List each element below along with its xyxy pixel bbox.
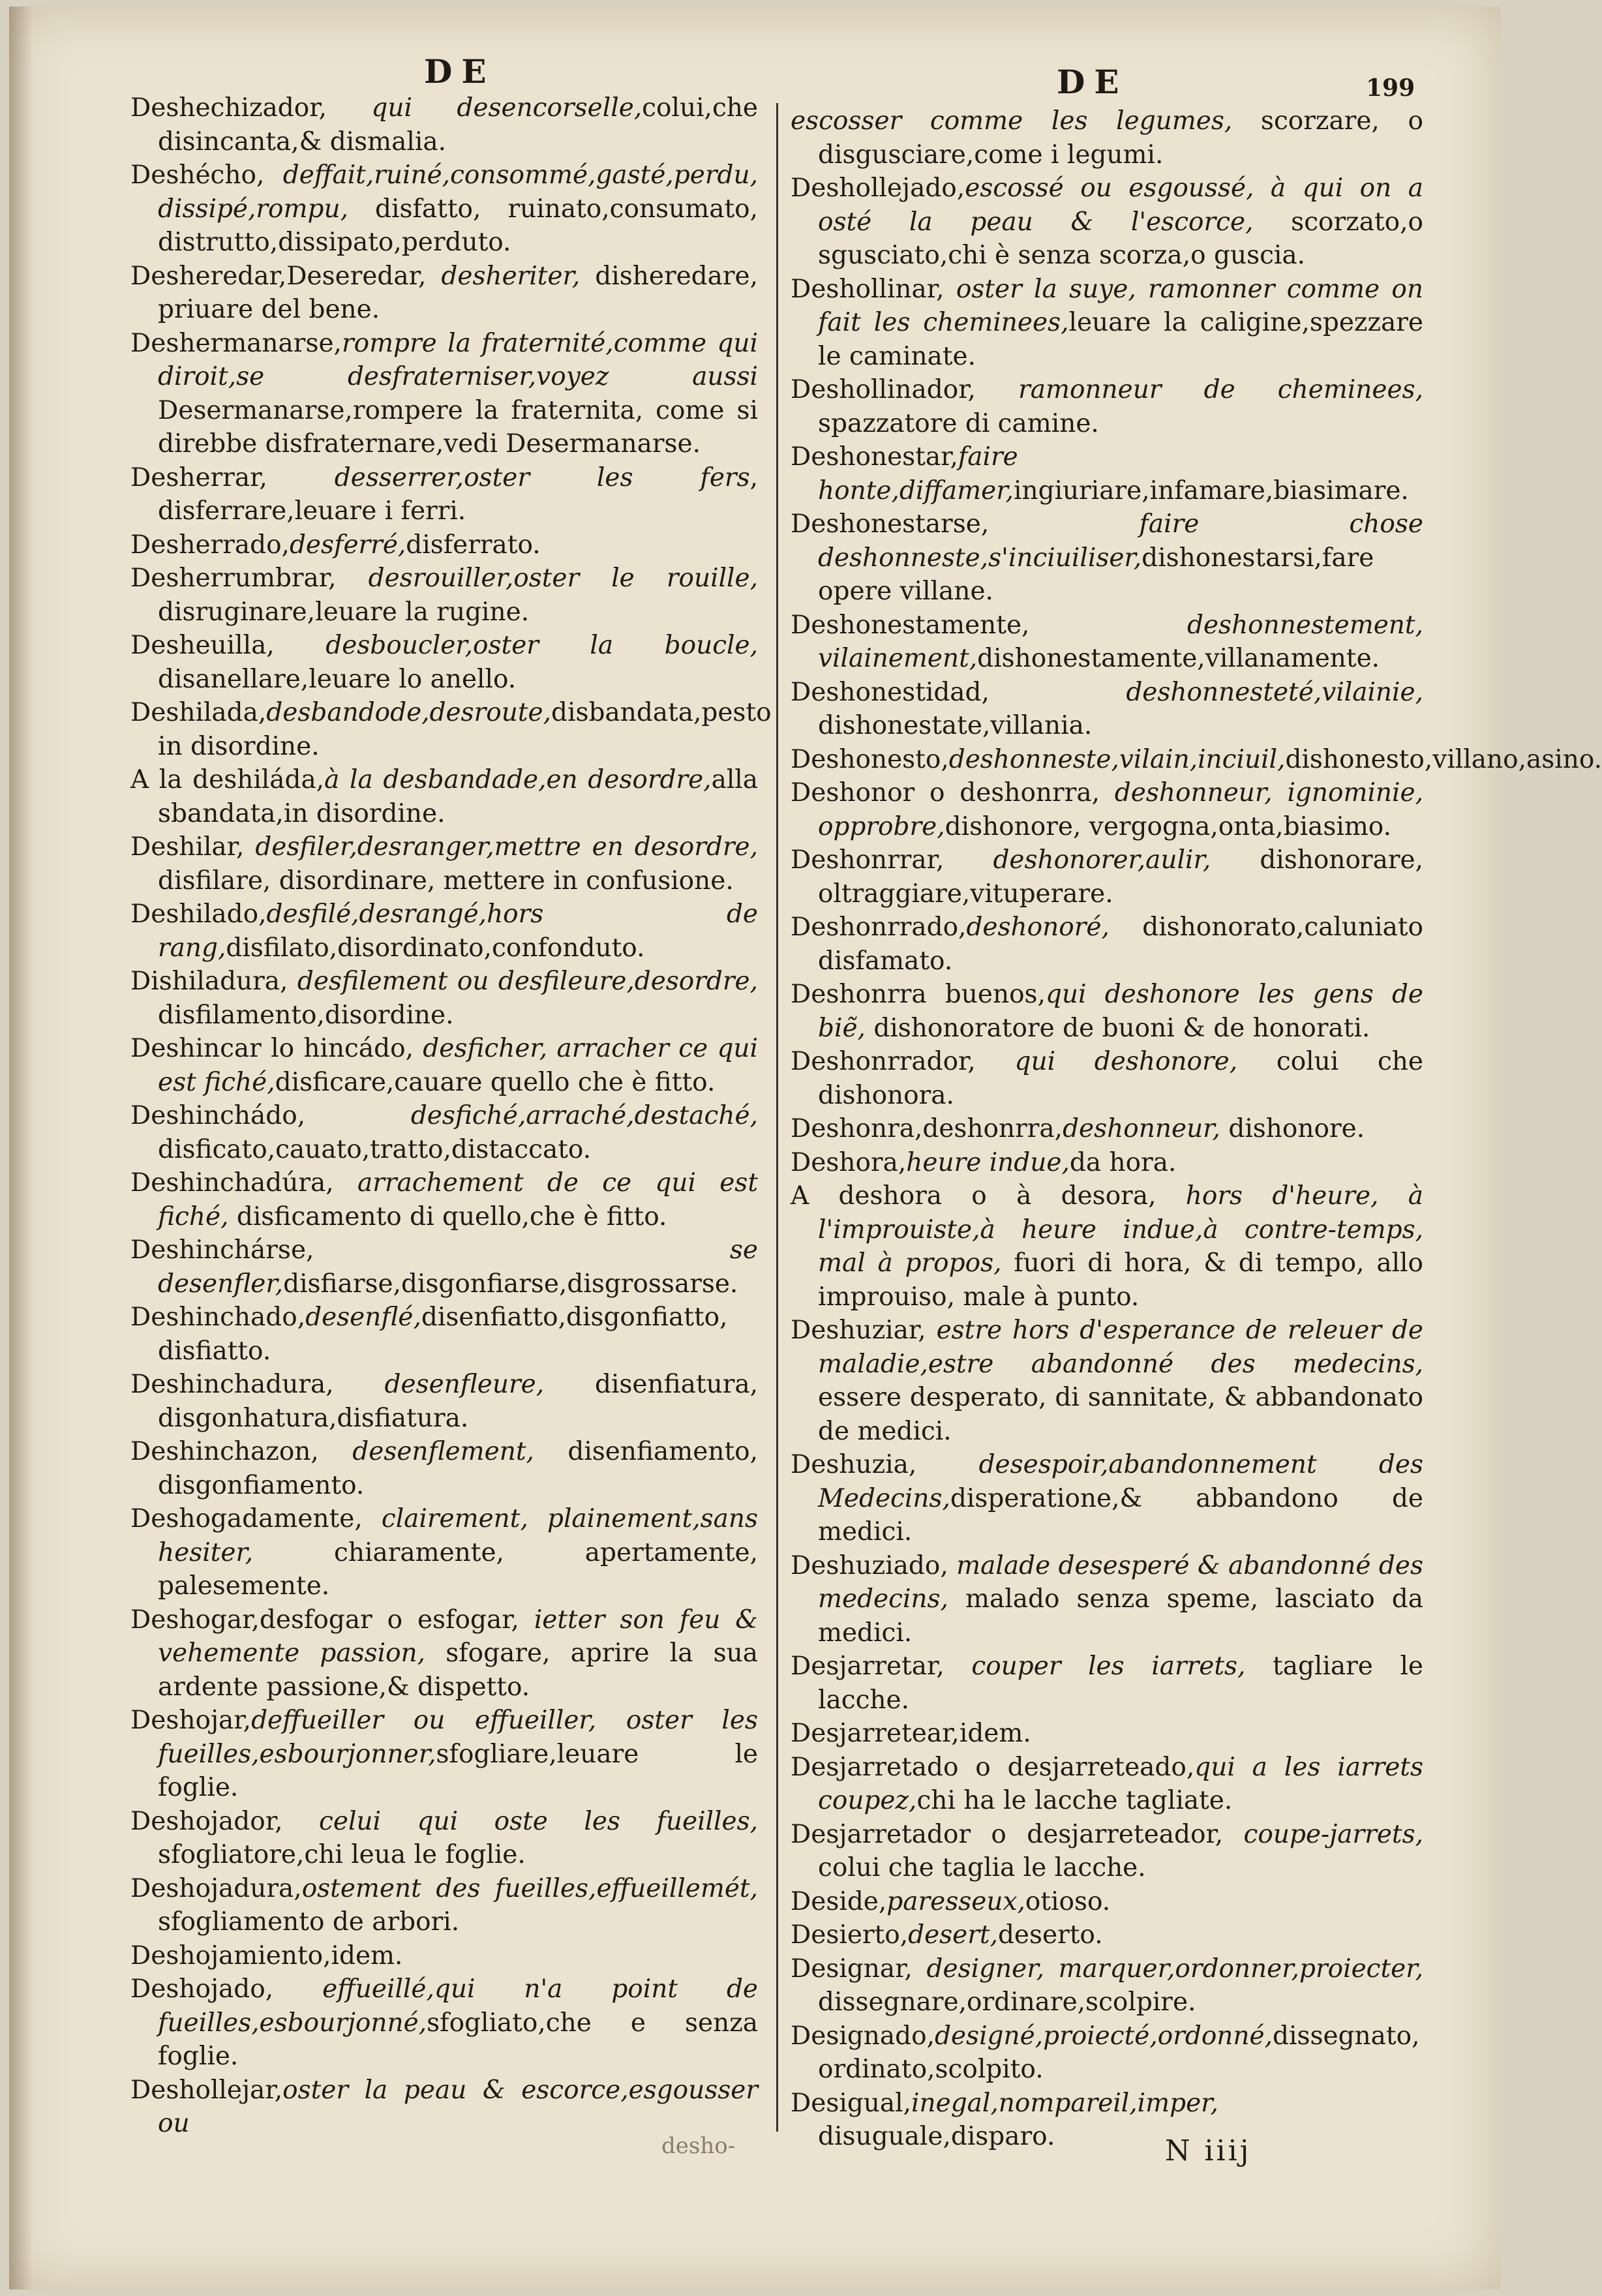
entry-headword: Deshonestar, — [791, 442, 958, 472]
entry-italian: disferrato. — [406, 530, 541, 560]
entry-french: designé,proiecté,ordonné, — [935, 2021, 1273, 2051]
dictionary-entry — [130, 1502, 758, 1603]
dictionary-entry — [130, 1704, 758, 1805]
dictionary-entry — [791, 776, 1423, 843]
entry-headword: Deshechizador, — [130, 93, 327, 123]
entry-french: desficher, arracher ce qui est fiché, — [158, 1034, 758, 1097]
entry-french: deffait,ruiné,consommé,gasté,perdu, dissipé,rompu, — [158, 160, 758, 224]
entry-italian: disanellare,leuare lo anello. — [158, 664, 517, 694]
entry-french: qui desencorselle, — [327, 93, 642, 123]
entry-italian: dishonestate,villania. — [818, 711, 1093, 740]
entry-headword: Deshilada, — [130, 698, 267, 727]
dictionary-entry — [791, 911, 1423, 978]
entry-french: desenflé, — [305, 1303, 421, 1332]
entry-italian: sfogliare,leuare le foglie. — [158, 1739, 758, 1802]
entry-french: desfiler,desranger,mettre en desordre, — [244, 832, 758, 862]
entry-french: clairement, plainement,sans hesiter, — [158, 1504, 758, 1567]
entry-italian: leuare la caligine,spezzare le caminate. — [818, 308, 1423, 371]
entry-italian: disenfiatto,disgonfiatto, disfiatto. — [158, 1303, 728, 1366]
entry-french: effueillé,qui n'a point de fueilles,esbourjonné, — [158, 1974, 758, 2038]
entry-headword: A la deshiláda, — [130, 765, 325, 794]
entry-headword: Deshinchadúra, — [130, 1168, 334, 1198]
right-column — [791, 104, 1602, 2154]
entry-headword: Deshollejar, — [130, 2075, 283, 2105]
entry-italian: alla sbandata,in disordine. — [158, 765, 759, 828]
entry-french: desboucler,oster la boucle, — [274, 631, 758, 660]
dictionary-entry — [130, 1166, 758, 1233]
dictionary-entry — [791, 172, 1423, 273]
entry-italian: disficato,cauato,tratto,distaccato. — [158, 1134, 592, 1164]
entry-french: coupe-jarrets, — [1223, 1819, 1423, 1849]
entry-italian: chi ha le lacche tagliate. — [916, 1786, 1233, 1815]
dictionary-entry — [791, 507, 1423, 609]
dictionary-entry — [791, 2087, 1423, 2154]
entry-french: faire chose deshonneste,s'inciuiliser, — [818, 509, 1423, 573]
dictionary-entry — [130, 1301, 758, 1368]
dictionary-entry — [130, 1805, 758, 1872]
dictionary-entry — [130, 159, 758, 260]
dictionary-entry — [791, 1045, 1423, 1112]
entry-headword: Desherrar, — [130, 462, 267, 492]
entry-headword: Deshinchado, — [130, 1303, 306, 1332]
page-number: 199 — [1366, 74, 1415, 102]
entry-french: paresseux, — [886, 1886, 1025, 1916]
entry-italian: disenfiamento, disgonfiamento. — [158, 1437, 758, 1500]
dictionary-entry — [791, 1112, 1423, 1146]
entry-headword: Desigual, — [791, 2088, 912, 2118]
dictionary-entry — [130, 1368, 758, 1435]
entry-french: deshonnestement, vilainement, — [818, 610, 1423, 673]
dictionary-entry — [791, 978, 1423, 1045]
entry-french: qui a les iarrets coupez, — [818, 1752, 1423, 1815]
dictionary-entry — [791, 1952, 1423, 2019]
entry-headword: Desjarretear, — [791, 1719, 960, 1748]
dictionary-entry — [791, 843, 1423, 911]
entry-headword: Deshuziar, — [791, 1316, 926, 1345]
entry-headword: Deshonestidad, — [791, 677, 990, 707]
dictionary-entry — [130, 965, 758, 1032]
entry-french: à la desbandade,en desordre, — [324, 765, 712, 794]
entry-french: desfilement ou desfileure,desordre, — [288, 967, 758, 996]
dictionary-entry — [130, 1872, 758, 1939]
entry-headword: Deshilar, — [130, 832, 245, 862]
entry-headword: Deshonestamente, — [791, 610, 1030, 640]
dictionary-entry — [791, 1549, 1423, 1650]
entry-headword: Deside, — [791, 1886, 887, 1916]
entry-headword: Deshollinar, — [791, 274, 945, 304]
entry-italian: dishonestarsi,fare opere villane. — [818, 543, 1374, 606]
entry-french: desheriter, — [426, 261, 581, 291]
entry-headword: Deshollejado, — [791, 174, 965, 203]
entry-italian: dishonesto,villano,asino. — [1285, 744, 1602, 774]
entry-italian: sfogliatore,chi leua le foglie. — [158, 1840, 526, 1869]
entry-italian: spazzatore di camine. — [818, 408, 1099, 438]
entry-italian: dishonore, vergogna,onta,biasimo. — [945, 811, 1391, 841]
entry-italian: essere desperato, di sannitate, & abbandonato de medici. — [818, 1383, 1423, 1446]
entry-italian: disbandata,pesto in disordine. — [158, 698, 772, 761]
running-head-left: DE — [424, 52, 496, 91]
entry-headword: Deshonrrador, — [791, 1047, 976, 1076]
entry-headword: Desjarretar, — [791, 1652, 945, 1681]
entry-italian: tagliare le lacche. — [818, 1652, 1423, 1715]
entry-french: arrachement de ce qui est fiché, — [158, 1168, 758, 1231]
dictionary-entry — [130, 461, 758, 528]
entry-french: desbandode,desroute, — [266, 698, 552, 727]
entry-headword: Deshinchadura, — [130, 1370, 334, 1399]
entry-french: celui qui oste les fueilles, — [282, 1806, 758, 1836]
entry-french: escossé ou esgoussé, à qui on a osté la peau & l'escorce, — [818, 174, 1423, 237]
entry-italian: disficare,cauare quello che è fitto. — [275, 1067, 716, 1097]
entry-headword: Deshonrrar, — [791, 845, 945, 875]
entry-headword: Deshojador, — [130, 1806, 283, 1836]
entry-italian: sfogliamento de arbori. — [158, 1907, 460, 1937]
entry-headword: Deshuziado, — [791, 1550, 948, 1580]
entry-headword: Deshinchádo, — [130, 1101, 306, 1130]
dictionary-entry — [791, 609, 1423, 676]
entry-headword: Deshinchazon, — [130, 1437, 319, 1466]
entry-french: deffueiller ou effueiller, oster les fueilles,esbourjonner, — [158, 1706, 758, 1769]
dictionary-entry — [791, 1885, 1423, 1919]
entry-french: desenfleure, — [333, 1370, 545, 1399]
entry-italian: scorzare, o disgusciare,come i legumi. — [818, 106, 1423, 170]
entry-italian: colui,che disincanta,& dismalia. — [158, 93, 758, 157]
entry-headword: Deshonor o deshonrra, — [791, 778, 1100, 808]
entry-french: qui deshonore les gens de biẽ, — [818, 980, 1423, 1043]
entry-headword: Desherrumbrar, — [130, 564, 337, 593]
entry-italian: dishonore. — [1220, 1114, 1365, 1143]
entry-headword: Deshogadamente, — [130, 1504, 363, 1533]
entry-italian: malado senza speme, lasciato da medici. — [818, 1584, 1423, 1648]
entry-french: ramonneur de cheminees, — [975, 375, 1423, 404]
entry-french: hors d'heure, à l'improuiste,à heure indue,à contre-temps, mal à propos, — [818, 1181, 1423, 1278]
entry-french: heure indue, — [906, 1147, 1070, 1177]
entry-french: rompre la fraternité,comme qui diroit,se desfraterniser,voyez aussi — [158, 328, 758, 391]
dictionary-entry — [791, 1818, 1423, 1885]
catchword: desho- — [661, 2133, 736, 2159]
dictionary-entry — [130, 696, 772, 763]
entry-headword: Deshinchárse, — [130, 1235, 314, 1265]
entry-french: ietter son feu & vehemente passion, — [158, 1605, 759, 1668]
dictionary-entry — [130, 327, 758, 461]
entry-headword: Deshonra,deshonrra, — [791, 1114, 1063, 1143]
entry-french: estre hors d'esperance de releuer de maladie,estre abandonné des medecins, — [818, 1316, 1423, 1379]
dictionary-entry — [130, 629, 758, 696]
dictionary-entry — [791, 1448, 1423, 1549]
dictionary-entry — [791, 1179, 1423, 1314]
dictionary-entry — [791, 440, 1423, 507]
entry-french: oster la peau & escorce,esgousser ou — [158, 2075, 758, 2138]
entry-french: deshonneur, ignominie, opprobre, — [818, 778, 1424, 841]
entry-french: deshonneur, — [1063, 1114, 1220, 1143]
entry-headword: Deshojadura, — [130, 1873, 302, 1903]
entry-italian: disruginare,leuare la rugine. — [158, 597, 530, 627]
dictionary-entry — [791, 2019, 1423, 2087]
gutter-shadow — [9, 7, 33, 2289]
entry-headword: Deshilado, — [130, 899, 267, 929]
entry-french: desfiché,arraché,destaché, — [305, 1101, 758, 1130]
entry-italian: disfilamento,disordine. — [158, 1000, 454, 1030]
entry-french: desfilé,desrangé,hors de rang, — [158, 899, 758, 963]
entry-italian: disperatione,& abbandono de medici. — [818, 1483, 1423, 1547]
entry-italian: disenfiatura, disgonhatura,disfiatura. — [158, 1370, 758, 1433]
entry-french: desserrer,oster les fers — [267, 462, 750, 492]
dictionary-entry — [130, 1099, 758, 1166]
dictionary-entry — [791, 1918, 1423, 1952]
entry-italian: disfilato,disordinato,confonduto. — [226, 933, 645, 963]
entry-french: designer, marquer,ordonner,proiecter, — [912, 1954, 1423, 1984]
entry-french: inegal,nompareil,imper, — [911, 2088, 1218, 2118]
entry-french: deshonorer,aulir, — [944, 845, 1211, 875]
dictionary-entry — [791, 1146, 1423, 1180]
entry-headword: Deshojar, — [130, 1706, 252, 1735]
dictionary-entry — [791, 1717, 1423, 1751]
entry-headword: Designado, — [791, 2021, 935, 2051]
entry-french: oster la suye, ramonner comme on fait les cheminees, — [818, 274, 1423, 337]
entry-italian: dishonorare, oltraggiare,vituperare. — [818, 845, 1424, 909]
entry-italian: da hora. — [1069, 1147, 1177, 1177]
entry-headword: Desierto, — [791, 1920, 909, 1950]
entry-italian: scorzato,o sgusciato,chi è senza scorza,o guscia. — [818, 207, 1423, 270]
entry-headword: Deshollinador, — [791, 375, 976, 404]
entry-italian: disfiarse,disgonfiarse,disgrossarse. — [283, 1269, 738, 1299]
dictionary-entry — [791, 676, 1423, 743]
dictionary-entry — [791, 1751, 1423, 1818]
entry-french: desferré, — [289, 530, 406, 560]
entry-italian: colui che dishonora. — [818, 1047, 1423, 1110]
entry-italian: dishonoratore de buoni & de honorati. — [865, 1013, 1370, 1043]
dictionary-entry — [130, 2074, 758, 2141]
entry-italian: dishonestamente,villanamente. — [977, 644, 1380, 673]
entry-french: qui deshonore, — [975, 1047, 1238, 1076]
entry-italian: disficamento di quello,che è fitto. — [228, 1201, 667, 1231]
entry-french: ostement des fueilles,effueillemét, — [301, 1873, 758, 1903]
entry-italian: dissegnato, ordinato,scolpito. — [818, 2021, 1420, 2084]
dictionary-entry — [130, 1939, 758, 1973]
entry-headword: Deshonestarse, — [791, 509, 990, 539]
entry-french: deshonneste,vilain,inciuil, — [948, 744, 1286, 774]
entry-italian: sfogliato,che e senza foglie. — [158, 2008, 758, 2071]
entry-italian: sfogare, aprire la sua ardente passione,& dispetto. — [158, 1639, 758, 1702]
left-column — [130, 91, 772, 2141]
dictionary-entry — [791, 1650, 1423, 1717]
entry-headword: Desheuilla, — [130, 631, 275, 660]
entry-french: couper les iarrets, — [944, 1652, 1246, 1681]
entry-headword: Deshermanarse, — [130, 328, 342, 358]
running-head-right: DE — [1057, 63, 1128, 101]
entry-headword: Deshojamiento, — [130, 1941, 331, 1971]
entry-headword: Desjarretador o desjarreteador, — [791, 1819, 1224, 1849]
dictionary-entry — [791, 743, 1602, 777]
entry-italian: chiaramente, apertamente, palesemente. — [158, 1537, 758, 1601]
dictionary-entry — [791, 1314, 1423, 1448]
entry-headword: Desjarretado o desjarreteado, — [791, 1752, 1195, 1782]
dictionary-entry — [130, 1972, 758, 2074]
entry-headword: Deshonesto, — [791, 744, 949, 774]
dictionary-entry — [791, 273, 1423, 374]
entry-italian: disheredare, priuare del bene. — [158, 261, 759, 324]
dictionary-entry — [130, 1032, 758, 1099]
entry-italian: , disferrare,leuare i ferri. — [158, 462, 758, 526]
entry-headword: Dishiladura, — [130, 967, 288, 996]
entry-headword: Deshogar,desfogar o esfogar, — [130, 1605, 519, 1635]
entry-french: desenflement, — [318, 1437, 534, 1466]
entry-headword: Desherrado, — [130, 530, 290, 560]
dictionary-entry — [791, 104, 1423, 172]
entry-french: desespoir,abandonnement des Medecins, — [818, 1450, 1423, 1513]
entry-headword: Deshora, — [791, 1147, 907, 1177]
entry-french: desrouiller,oster le rouille, — [336, 564, 758, 593]
dictionary-entry — [130, 1603, 758, 1704]
entry-italian: Desermanarse,rompere la fraternita, come si direbbe disfraternare,vedi Desermanarse. — [158, 395, 758, 459]
entry-italian: colui che taglia le lacche. — [818, 1853, 1146, 1882]
entry-italian: fuori di hora, & di tempo, allo improuiso, male à punto. — [818, 1248, 1423, 1312]
dictionary-entry — [130, 1435, 758, 1502]
entry-headword: Deshojado, — [130, 1974, 274, 2004]
entry-headword: Deshuzia, — [791, 1450, 917, 1479]
entry-italian: disfilare, disordinare, mettere in confusione. — [158, 866, 734, 896]
entry-headword: Deshonrra buenos, — [791, 980, 1046, 1009]
entry-italian: otioso. — [1025, 1886, 1111, 1916]
entry-italian: dissegnare,ordinare,scolpire. — [818, 1987, 1196, 2017]
dictionary-entry — [130, 91, 758, 159]
entry-italian: disuguale,disparo. — [818, 2122, 1055, 2151]
entry-headword: Desheredar,Deseredar, — [130, 261, 427, 291]
entry-french: desert, — [908, 1920, 998, 1950]
entry-italian: idem. — [959, 1719, 1031, 1748]
entry-headword: Deshonrrado, — [791, 913, 967, 942]
entry-french: se desenfler, — [158, 1235, 758, 1299]
entry-italian: idem. — [331, 1941, 403, 1971]
entry-headword: A deshora o à desora, — [791, 1181, 1156, 1211]
entry-french: malade desesperé & abandonné des medecins, — [818, 1550, 1423, 1614]
entry-french: escosser comme les legumes, — [791, 106, 1233, 136]
entry-italian: ingiuriare,infamare,biasimare. — [1014, 476, 1409, 506]
entry-italian: disfatto, ruinato,consumato, distrutto,dissipato,perduto. — [158, 194, 758, 257]
dictionary-entry — [130, 562, 758, 629]
dictionary-entry — [130, 830, 758, 898]
dictionary-entry — [130, 763, 758, 830]
dictionary-entry — [130, 898, 758, 965]
dictionary-entry — [130, 1233, 758, 1301]
dictionary-entry — [791, 373, 1423, 440]
entry-french: deshonoré, — [966, 913, 1110, 942]
entry-italian: deserto. — [997, 1920, 1103, 1950]
entry-french: deshonnesteté,vilainie, — [989, 677, 1423, 707]
dictionary-entry — [130, 260, 758, 327]
signature-mark: N iiij — [1165, 2134, 1252, 2168]
dictionary-page — [9, 7, 1602, 2289]
entry-headword: Designar, — [791, 1954, 913, 1984]
column-rule — [776, 103, 778, 2132]
dictionary-entry — [130, 528, 758, 562]
entry-french: faire honte,diffamer, — [818, 442, 1018, 506]
entry-italian: dishonorato,caluniato disfamato. — [818, 913, 1423, 976]
entry-headword: Deshincar lo hincádo, — [130, 1034, 414, 1063]
entry-headword: Deshécho, — [130, 160, 265, 190]
